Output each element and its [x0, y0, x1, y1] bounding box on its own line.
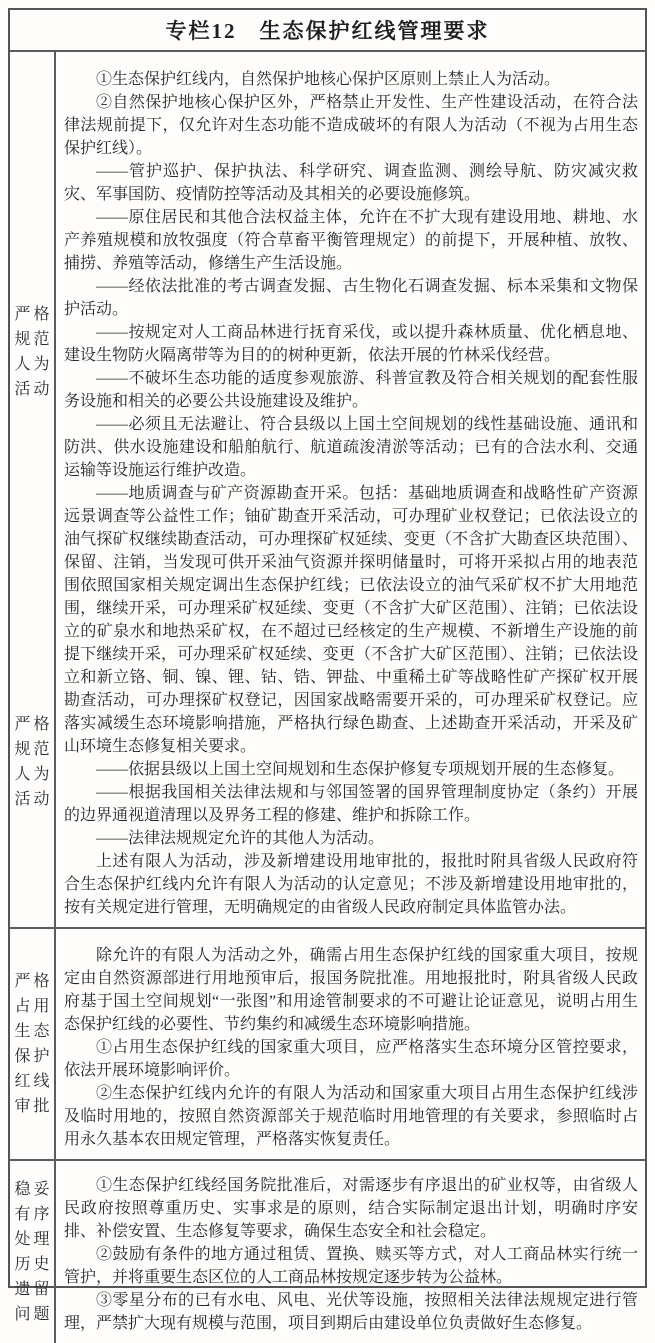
paragraph: ——不破坏生态功能的适度参观旅游、科普宣教及符合相关规划的配套性服务设施和相关的必要公共设施建设及维护。: [64, 370, 638, 410]
paragraph: ②鼓励有条件的地方通过租赁、置换、赎买等方式，对人工商品林实行统一管护，并将重要生态区位的人工商品林按规定逐步转为公益林。: [64, 1246, 638, 1286]
label-line: 处理: [14, 1231, 53, 1248]
row-label-cell-redline-approval: [10, 929, 56, 1159]
label-line: 活动: [14, 791, 53, 808]
row-content-legacy-issues: [56, 1161, 645, 1343]
label-line: 历史: [14, 1256, 53, 1273]
label-line: 活动: [14, 381, 53, 398]
paragraph: ——地质调查与矿产资源勘查开采。包括：基础地质调查和战略性矿产资源远景调查等公益性工作；铀矿勘查开采活动，可办理矿业权登记；已依法设立的油气探矿权继续勘查活动，可办理探矿权延续、变更（不含扩大勘查区块范围）、保留、注销，当发现可供开采油气资源并探明储量时，可将开采拟占用的地表范围依照国家相关规定调出生态保护红线；已依法设立的油气采矿权不扩大用地范围，继续开采，可办理采矿权延续、变更（不含扩大矿区范围）、注销；已依法设立的矿泉水和地热采矿权，在不超过已经核定的生产规模、不新增生产设施的前提下继续开采，可办理采矿权延续、变更（不含扩大矿区范围）、注销；已依法设立和新立铬、铜、镍、锂、钴、锆、钾盐、中重稀土矿等战略性矿产探矿权开展勘查活动，可办理探矿权登记，因国家战略需要开采的，可办理采矿权登记。应落实减缓生态环境影响措施，严格执行绿色勘查、上述勘查开采活动，开采及矿山环境生态修复相关要求。: [64, 485, 638, 755]
row-label-cell-regulate-activities: [10, 52, 56, 927]
label-line: 问题: [14, 1306, 53, 1323]
paragraph: ——法律法规规定允许的其他人为活动。: [96, 830, 385, 847]
row-content-redline-approval: [56, 929, 645, 1159]
paragraph: ①占用生态保护红线的国家重大项目，应严格落实生态环境分区管控要求，依法开展环境影响评价。: [64, 1039, 638, 1079]
label-line: 占用: [14, 998, 53, 1015]
paragraph: ——依据县级以上国土空间规划和生态保护修复专项规划开展的生态修复。: [96, 761, 625, 778]
paragraph: ——必须且无法避让、符合县级以上国土空间规划的线性基础设施、通讯和防洪、供水设施建设和船舶航行、航道疏浚清淤等活动；已有的合法水利、交通运输等设施运行维护改造。: [64, 416, 638, 479]
paragraph: 除允许的有限人为活动之外，确需占用生态保护红线的国家重大项目，按规定由自然资源部进行用地预审后，报国务院批准。用地报批时，附具省级人民政府基于国土空间规划“一张图”和用途管制要求的不可避让论证意见，说明占用生态保护红线的必要性、节约集约和减缓生态环境影响措施。: [64, 947, 638, 1033]
table-row-regulate-activities: [10, 52, 645, 929]
paragraph: ——原住居民和其他合法权益主体，允许在不扩大现有建设用地、耕地、水产养殖规模和放牧强度（符合草畜平衡管理规定）的前提下，开展种植、放牧、捕捞、养殖等活动，修缮生产生活设施。: [64, 209, 638, 272]
paragraph: ①生态保护红线内，自然保护地核心保护区原则上禁止人为活动。: [96, 71, 561, 88]
paragraph: ③零星分布的已有水电、风电、光伏等设施，按照相关法律法规规定进行管理，严禁扩大现有规模与范围，项目到期后由建设单位负责做好生态修复。: [64, 1292, 638, 1332]
paragraph: ——管护巡护、保护执法、科学研究、调查监测、测绘导航、防灾减灾救灾、军事国防、疫情防控等活动及其相关的必要设施修筑。: [64, 163, 638, 203]
label-line: 严格: [14, 716, 53, 733]
paragraph: ①生态保护红线经国务院批准后，对需逐步有序退出的矿业权等，由省级人民政府按照尊重历史、实事求是的原则，结合实际制定退出计划，明确时序安排、补偿安置、生态修复等要求，确保生态安全和社会稳定。: [64, 1177, 638, 1240]
row-content-regulate-activities: [56, 52, 645, 927]
label-line: 严格: [14, 973, 53, 990]
column-box-table: [8, 8, 647, 1332]
label-line: 红线: [14, 1073, 53, 1090]
paragraph: ——按规定对人工商品林进行抚育采伐，或以提升森林质量、优化栖息地、建设生物防火隔离带等为目的的树种更新，依法开展的竹林采伐经营。: [64, 324, 638, 364]
paragraph: ②生态保护红线内允许的有限人为活动和国家重大项目占用生态保护红线涉及临时用地的，按照自然资源部关于规范临时用地管理的有关要求，参照临时占用永久基本农田规定管理，严格落实恢复责任。: [64, 1085, 638, 1148]
row-label-redline-approval: [10, 969, 54, 1119]
box-title: 专栏12 生态保护红线管理要求: [10, 10, 645, 52]
row-label-legacy-issues: [10, 1177, 54, 1327]
label-line: 遗留: [14, 1281, 53, 1298]
label-line: 稳妥: [14, 1181, 53, 1198]
table-row-legacy-issues: [10, 1161, 645, 1343]
label-line: 保护: [14, 1048, 53, 1065]
row-label-cell-legacy-issues: [10, 1161, 56, 1343]
label-line: 规范: [14, 331, 53, 348]
label-line: 规范: [14, 741, 53, 758]
row-label-regulate-activities-repeat: [10, 712, 54, 812]
label-line: 人为: [14, 356, 53, 373]
table-row-redline-approval: [10, 929, 645, 1161]
paragraph: ——经依法批准的考古调查发掘、古生物化石调查发掘、标本采集和文物保护活动。: [64, 278, 638, 318]
label-line: 人为: [14, 766, 53, 783]
paragraph: ②自然保护地核心保护区外，严格禁止开发性、生产性建设活动，在符合法律法规前提下，仅允许对生态功能不造成破坏的有限人为活动（不视为占用生态保护红线）。: [64, 94, 638, 157]
paragraph: 上述有限人为活动，涉及新增建设用地审批的，报批时附具省级人民政府符合生态保护红线内允许有限人为活动的认定意见；不涉及新增建设用地审批的，按有关规定进行管理，无明确规定的由省级人民政府制定具体监管办法。: [64, 853, 638, 916]
label-line: 有序: [14, 1206, 53, 1223]
label-line: 审批: [14, 1098, 53, 1115]
label-line: 生态: [14, 1023, 53, 1040]
paragraph: ——根据我国相关法律法规和与邻国签署的国界管理制度协定（条约）开展的边界通视道清理以及界务工程的修建、维护和拆除工作。: [64, 784, 638, 824]
row-label-regulate-activities: [10, 302, 54, 402]
label-line: 严格: [14, 306, 53, 323]
